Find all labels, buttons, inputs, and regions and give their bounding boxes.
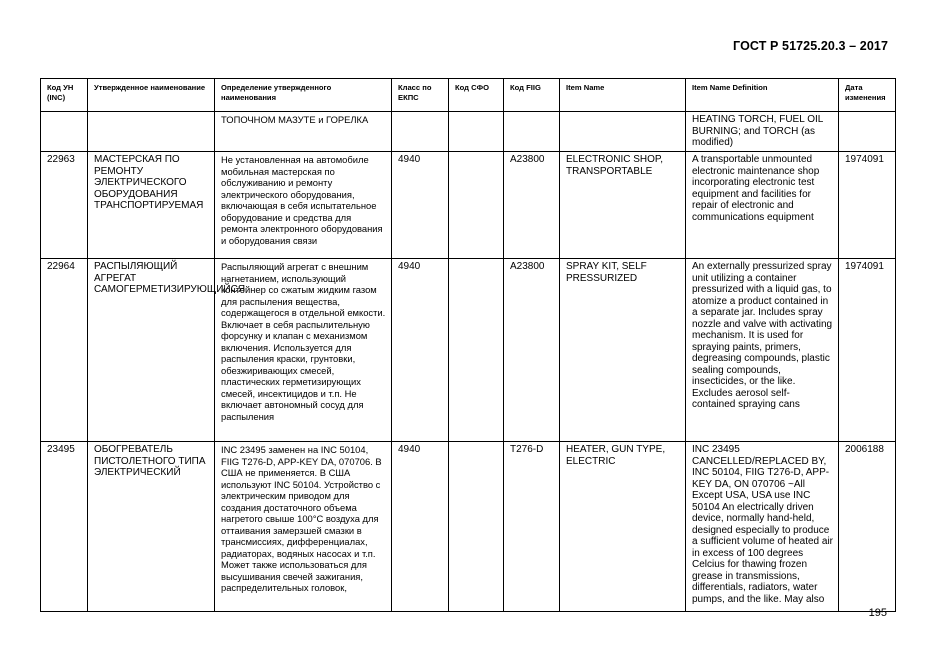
cell-ekps-class: 4940 xyxy=(392,442,449,612)
item-name-table xyxy=(40,78,896,612)
table-row xyxy=(41,112,896,152)
cell-sfo-code xyxy=(449,442,504,612)
col-header-name-ru: Утвержденное наименование xyxy=(88,79,215,112)
cell-name-ru: МАСТЕРСКАЯ ПО РЕМОНТУ ЭЛЕКТРИЧЕСКОГО ОБОРУДОВАНИЯ ТРАНСПОРТИРУЕМАЯ xyxy=(88,152,215,259)
cell-sfo-code xyxy=(449,112,504,152)
cell-name-ru: РАСПЫЛЯЮЩИЙ АГРЕГАТ САМОГЕРМЕТИЗИРУЮЩИЙСЯ xyxy=(88,259,215,442)
cell-inc: 22963 xyxy=(41,152,88,259)
cell-definition-ru: Распыляющий агрегат с внешним нагнетанием, использующий контейнер со сжатым жидким газом для распыления вещества, содержащегося в отдельной емкости. Включает в себя распылительную форсунку и клапан с механизмом включения. Используется для распыления краски, грунтовки, обезжиривающих смесей, пластических герметизирующих смесей, инсектицидов и т.п. Не включает автономный сосуд для распыления xyxy=(215,259,392,442)
cell-item-name: SPRAY KIT, SELF PRESSURIZED xyxy=(560,259,686,442)
cell-sfo-code xyxy=(449,152,504,259)
col-header-inc: Код УН (INC) xyxy=(41,79,88,112)
cell-change-date: 1974091 xyxy=(839,259,896,442)
col-header-sfo-code: Код СФО xyxy=(449,79,504,112)
cell-change-date xyxy=(839,112,896,152)
col-header-item-name: Item Name xyxy=(560,79,686,112)
col-header-ekps-class: Класс по ЕКПС xyxy=(392,79,449,112)
table-row xyxy=(41,442,896,612)
cell-change-date: 2006188 xyxy=(839,442,896,612)
col-header-definition-ru: Определение утвержденного наименования xyxy=(215,79,392,112)
cell-sfo-code xyxy=(449,259,504,442)
col-header-fiig-code: Код FIIG xyxy=(504,79,560,112)
table-row xyxy=(41,259,896,442)
cell-inc: 22964 xyxy=(41,259,88,442)
page-number: 195 xyxy=(868,607,887,619)
cell-item-name: HEATER, GUN TYPE, ELECTRIC xyxy=(560,442,686,612)
cell-definition-ru: ТОПОЧНОМ МАЗУТЕ и ГОРЕЛКА xyxy=(215,112,392,152)
cell-item-definition: INC 23495 CANCELLED/REPLACED BY, INC 50104, FIIG T276-D, APP-KEY DA, ON 070706 ~All Except USA, USA use INC 50104 An electrically driven device, normally hand-held, designed especially to produce a sufficient volume of heated air in excess of 100 degrees Celcius for thawing frozen grease in transmissions, differentials, radiators, water pumps, and the like. May also xyxy=(686,442,839,612)
cell-fiig-code: A23800 xyxy=(504,259,560,442)
cell-fiig-code xyxy=(504,112,560,152)
document-title: ГОСТ Р 51725.20.3 – 2017 xyxy=(733,39,888,53)
cell-definition-ru: INC 23495 заменен на INC 50104, FIIG T276-D, APP-KEY DA, 070706. В США не применяется. В США используют INC 50104. Устройство с электрическим приводом для создания достаточного объема нагретого свыше 100°С воздуха для оттаивания замерзшей смазки в трансмиссиях, дифференциалах, радиаторах, водяных насосах и т.п. Может также использоваться для высушивания свечей зажигания, распределительных головок, xyxy=(215,442,392,612)
cell-item-definition: An externally pressurized spray unit utilizing a container pressurized with a liquid gas, to atomize a product contained in a separate jar. Includes spray nozzle and valve with activating mechanism. It is used for spraying paints, primers, degreasing compounds, plastic sealing compounds, insecticides, or the like. Excludes aerosol self-contained spraying cans xyxy=(686,259,839,442)
cell-item-definition: HEATING TORCH, FUEL OIL BURNING; and TORCH (as modified) xyxy=(686,112,839,152)
col-header-change-date: Дата изменения xyxy=(839,79,896,112)
cell-item-name: ELECTRONIC SHOP, TRANSPORTABLE xyxy=(560,152,686,259)
cell-ekps-class xyxy=(392,112,449,152)
cell-inc xyxy=(41,112,88,152)
col-header-item-definition: Item Name Definition xyxy=(686,79,839,112)
cell-fiig-code: T276-D xyxy=(504,442,560,612)
cell-item-definition: A transportable unmounted electronic maintenance shop incorporating electronic test equipment and facilities for repair of electronic and communications equipment xyxy=(686,152,839,259)
cell-change-date: 1974091 xyxy=(839,152,896,259)
cell-item-name xyxy=(560,112,686,152)
cell-name-ru xyxy=(88,112,215,152)
cell-definition-ru: Не установленная на автомобиле мобильная мастерская по обслуживанию и ремонту электрического оборудования, включающая в себя испытательное оборудование и средства для ремонта электронного оборудования и оборудования связи xyxy=(215,152,392,259)
cell-fiig-code: A23800 xyxy=(504,152,560,259)
table-row xyxy=(41,152,896,259)
table-header-row xyxy=(41,79,896,112)
cell-ekps-class: 4940 xyxy=(392,259,449,442)
cell-inc: 23495 xyxy=(41,442,88,612)
cell-ekps-class: 4940 xyxy=(392,152,449,259)
cell-name-ru: ОБОГРЕВАТЕЛЬ ПИСТОЛЕТНОГО ТИПА ЭЛЕКТРИЧЕСКИЙ xyxy=(88,442,215,612)
